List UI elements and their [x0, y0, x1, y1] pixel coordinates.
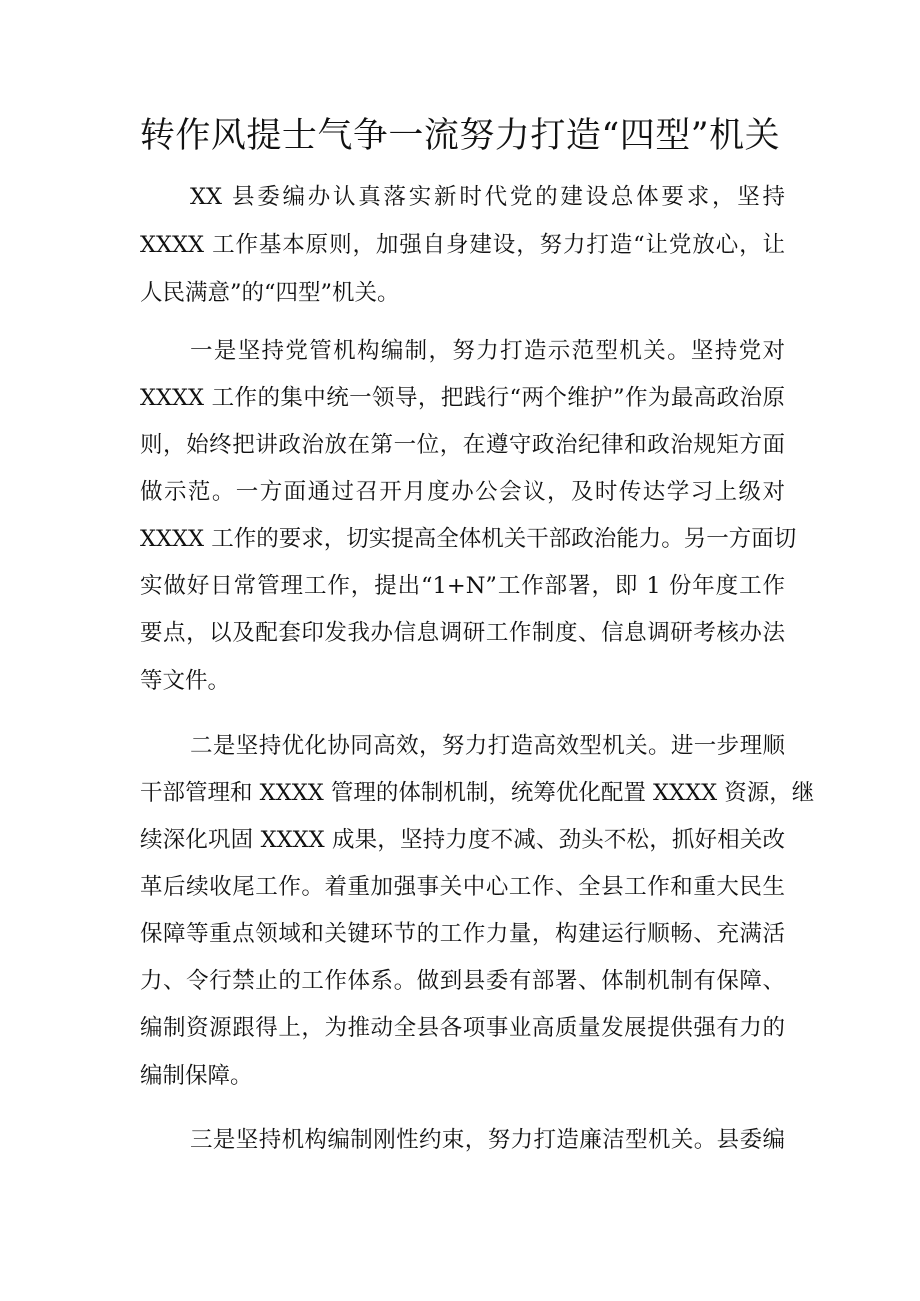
- paragraph-3-line-5: 保障等重点领域和关键环节的工作力量，构建运行顺畅、充满活: [140, 921, 785, 947]
- paragraph-3-line-4: 革后续收尾工作。着重加强事关中心工作、全县工作和重大民生: [140, 874, 785, 900]
- paragraph-3-line-1: 二是坚持优化协同高效，努力打造高效型机关。进一步理顺: [190, 733, 785, 759]
- paragraph-3-line-8: 编制保障。: [140, 1063, 253, 1089]
- paragraph-2-line-6: 实做好日常管理工作，提出“1+N”工作部署，即 1 份年度工作: [140, 573, 785, 599]
- paragraph-3-line-3: 续深化巩固 XXXX 成果，坚持力度不减、劲头不松，抓好相关改: [140, 827, 785, 853]
- paragraph-2-line-1: 一是坚持党管机构编制，努力打造示范型机关。坚持党对: [190, 338, 785, 364]
- paragraph-2-line-8: 等文件。: [140, 668, 231, 694]
- paragraph-4-line-1: 三是坚持机构编制刚性约束，努力打造廉洁型机关。县委编: [190, 1127, 785, 1153]
- paragraph-3-line-2: 干部管理和 XXXX 管理的体制机制，统筹优化配置 XXXX 资源，继: [140, 780, 815, 806]
- document-title: 转作风提士气争一流努力打造“四型”机关: [139, 116, 781, 156]
- paragraph-2-line-3: 则，始终把讲政治放在第一位，在遵守政治纪律和政治规矩方面: [140, 432, 785, 458]
- paragraph-3-line-6: 力、令行禁止的工作体系。做到县委有部署、体制机制有保障、: [140, 968, 785, 994]
- paragraph-2-line-5: XXXX 工作的要求，切实提高全体机关干部政治能力。另一方面切: [140, 526, 797, 552]
- paragraph-2-line-7: 要点，以及配套印发我办信息调研工作制度、信息调研考核办法: [140, 620, 785, 646]
- paragraph-2-line-4: 做示范。一方面通过召开月度办公会议，及时传达学习上级对: [140, 479, 785, 505]
- paragraph-1-line-1: XX 县委编办认真落实新时代党的建设总体要求，坚持: [190, 184, 785, 210]
- paragraph-2-line-2: XXXX 工作的集中统一领导，把践行“两个维护”作为最高政治原: [140, 385, 785, 411]
- paragraph-1-line-3: 人民满意”的“四型”机关。: [140, 280, 400, 306]
- paragraph-3-line-7: 编制资源跟得上，为推动全县各项事业高质量发展提供强有力的: [140, 1015, 785, 1041]
- paragraph-1-line-2: XXXX 工作基本原则，加强自身建设，努力打造“让党放心，让: [140, 232, 785, 258]
